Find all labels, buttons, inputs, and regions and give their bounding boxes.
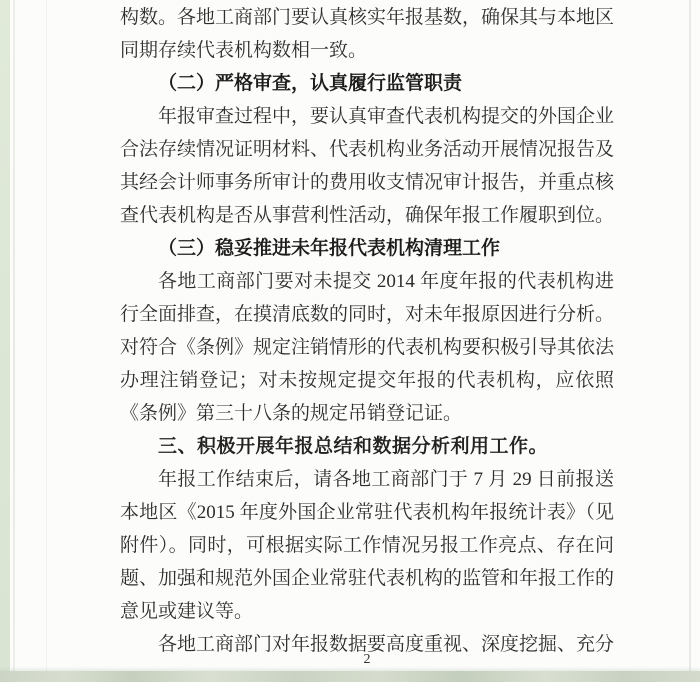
scan-edge-left-strip [0,0,10,682]
page-number: 2 [363,652,371,667]
section-heading-2: （二）严格审查，认真履行监管职责 [158,73,463,94]
body-paragraph-partial: 各地工商部门对年报数据要高度重视、深度挖掘、充分 [158,634,615,655]
body-paragraph-cleanup: 各地工商部门要对未提交 2014 年度年报的代表机构进行全面排查，在摸清底数的同时，对未年报原因进行分析。对符合《条例》规定注销情形的代表机构要积极引导其依法办理注销登记；对未按规定提交年报的代表机构，应依照《条例》第三十八条的规定吊销登记证。 [120,271,615,424]
chapter-heading-three: 三、积极开展年报总结和数据分析利用工作。 [158,436,549,457]
section-heading-3: （三）稳妥推进未年报代表机构清理工作 [158,238,501,259]
paragraph-continuation: 构数。各地工商部门要认真核实年报基数，确保其与本地区同期存续代表机构数相一致。 [120,7,615,61]
scan-edge-bottom-strip [0,671,700,682]
page-fold-line [13,0,15,682]
body-paragraph-summary: 年报工作结束后，请各地工商部门于 7 月 29 日前报送本地区《2015 年度外国企业常驻代表机构年报统计表》（见附件）。同时，可根据实际工作情况另报工作亮点、存在问题、加强和规范外国企业常驻代表机构的监管和年报工作的意见或建议等。 [120,469,615,622]
scan-edge-right-line [689,0,691,682]
page-fold-line-faint [46,0,47,682]
body-paragraph-review: 年报审查过程中，要认真审查代表机构提交的外国企业合法存续情况证明材料、代表机构业务活动开展情况报告及其经会计师事务所审计的费用收支情况审计报告，并重点核查代表机构是否从事营利性活动，确保年报工作履职到位。 [120,106,615,226]
document-body [120,1,614,661]
